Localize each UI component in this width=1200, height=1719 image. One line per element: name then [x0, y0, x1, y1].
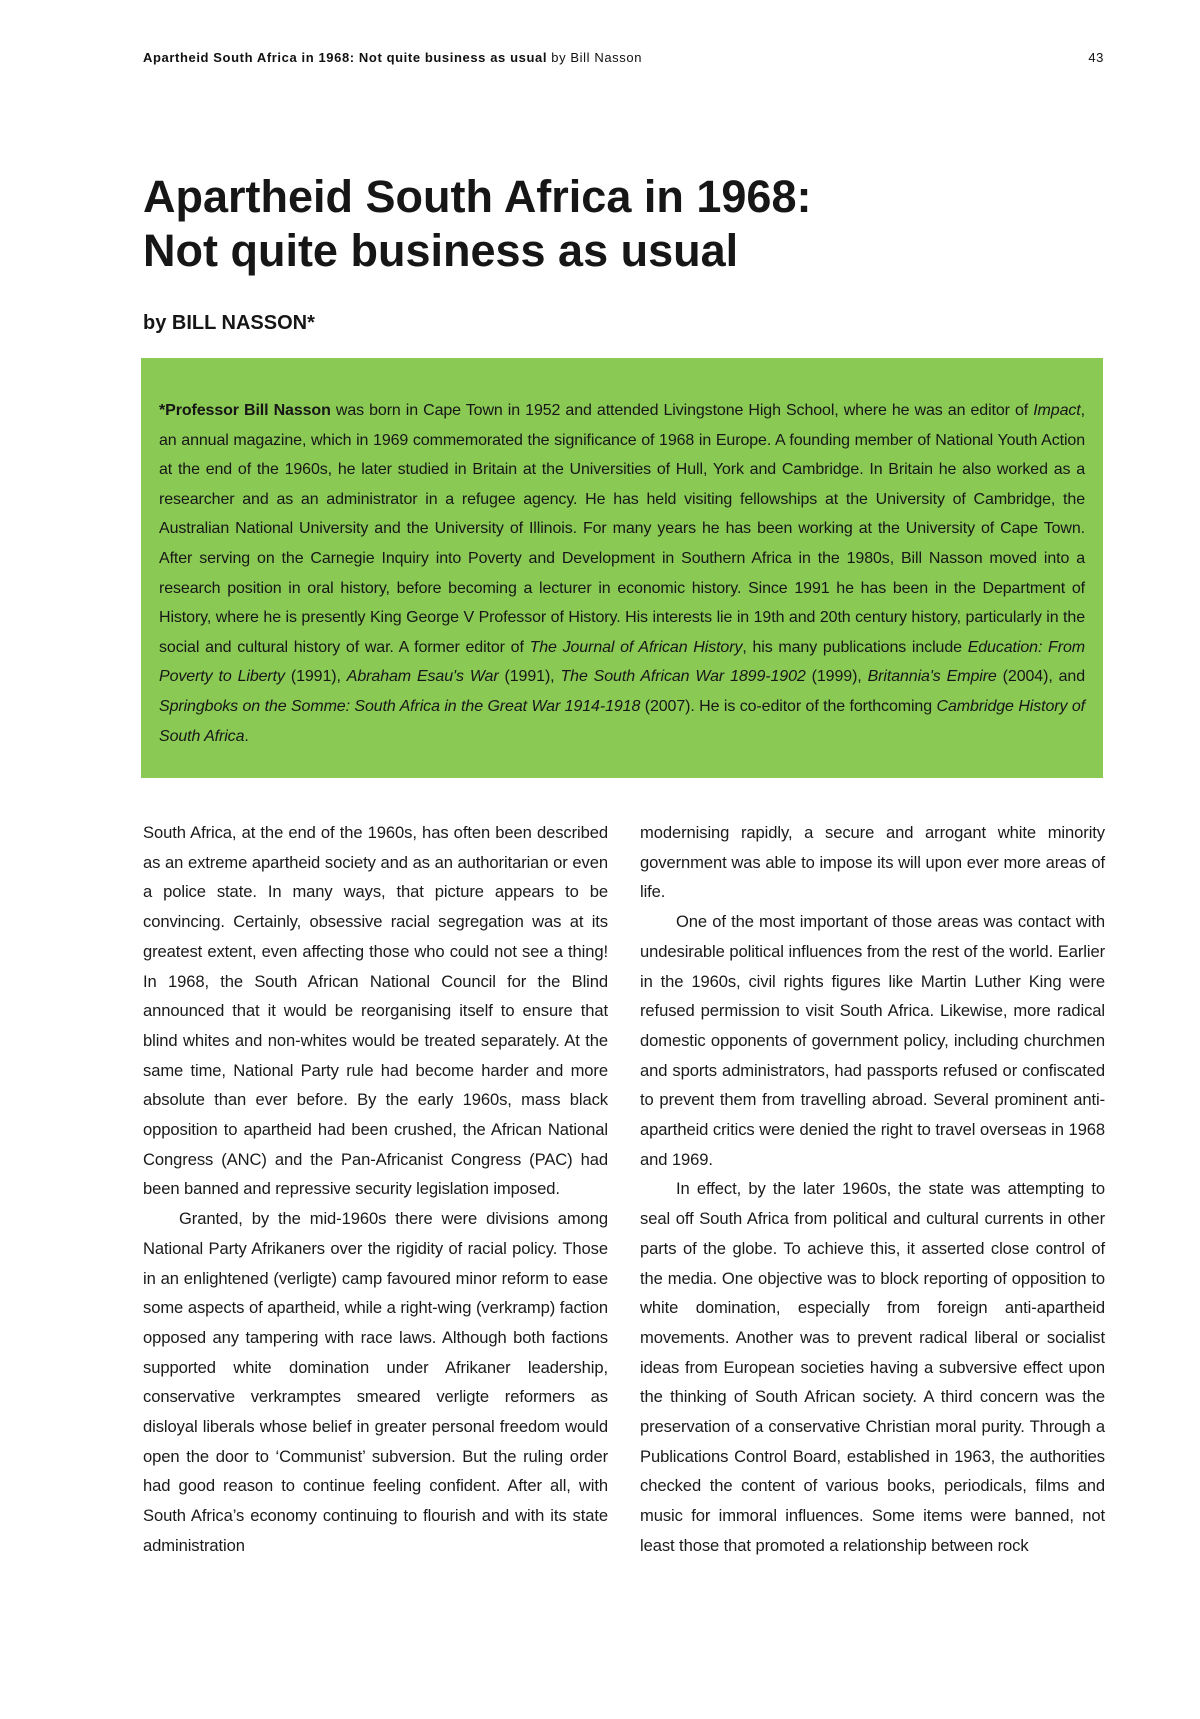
- bio-text-segment: was born in Cape Town in 1952 and attended Livingstone High School, where he was an editor of: [330, 402, 1034, 419]
- author-bio-box: [141, 358, 1103, 778]
- author-name: *Professor Bill Nasson: [159, 402, 331, 419]
- running-head: [143, 50, 1104, 65]
- bio-text-segment: (2007). He is co-editor of the forthcoming: [640, 697, 937, 715]
- bio-text-segment: , an annual magazine, which in 1969 commemorated the significance of 1968 in Europe. A founding member of National Youth Action at the end of the 1960s, he later studied in Britain at the Universities of Hull, York and Cambridge. In Britain he also worked as a researcher and as an administrator in a refugee agency. He has held visiting fellowships at the University of Cambridge, the Australian National University and the University of Illinois. For many years he has been working at the University of Cape Town. After serving on the Carnegie Inquiry into Poverty and Development in Southern Africa in the 1980s, Bill Nasson moved into a research position in oral history, before becoming a lecturer in economic history. Since 1991 he has been in the Department of History, where he is presently King George V Professor of History. His interests lie in 19th and 20th century history, particularly in the social and cultural history of war. A former editor of: [159, 402, 1085, 656]
- bio-italic-title: Impact: [1033, 402, 1081, 419]
- author-bio-text: [159, 396, 1085, 751]
- running-head-title: Apartheid South Africa in 1968: Not quite business as usual: [143, 50, 548, 65]
- bio-text-segment: (2004), and: [996, 668, 1086, 686]
- running-head-byline: by Bill Nasson: [551, 50, 643, 65]
- body-paragraph: In effect, by the later 1960s, the state was attempting to seal off South Africa from political and cultural currents in other parts of the globe. To achieve this, it asserted close control of the media. One objective was to block reporting of opposition to white domination, especially from foreign anti-apartheid movements. Another was to prevent radical liberal or socialist ideas from European societies having a subversive effect upon the thinking of South African society. A third concern was the preservation of a conservative Christian moral purity. Through a Publications Control Board, established in 1963, the authorities checked the content of various books, periodicals, films and music for immoral influences. Some items were banned, not least those that promoted a relationship between rock: [640, 1179, 1105, 1555]
- bio-text-segment: .: [244, 727, 249, 745]
- article-byline: by BILL NASSON*: [143, 312, 315, 334]
- bio-italic-title: Abraham Esau's War: [346, 668, 499, 686]
- bio-italic-title: Springboks on the Somme: South Africa in the Great War 1914-1918: [159, 697, 641, 715]
- bio-italic-title: The South African War 1899-1902: [560, 668, 806, 686]
- body-paragraph: modernising rapidly, a secure and arrogant white minority government was able to impose its will upon ever more areas of life.: [640, 823, 1105, 902]
- bio-italic-title: Cambridge History of South Africa: [159, 697, 1086, 745]
- body-paragraph: Granted, by the mid-1960s there were divisions among National Party Afrikaners over the rigidity of racial policy. Those in an enlightened (verligte) camp favoured minor reform to ease some aspects of apartheid, while a right-wing (verkramp) faction opposed any tampering with race laws. Although both factions supported white domination under Afrikaner leadership, conservative verkramptes smeared verligte reformers as disloyal liberals whose belief in greater personal freedom would open the door to ‘Communist’ subversion. But the ruling order had good reason to continue feeling confident. After all, with South Africa’s economy continuing to flourish and with its state administration: [143, 1209, 608, 1555]
- bio-text-segment: (1999),: [805, 668, 868, 686]
- bio-italic-title: The Journal of African History: [529, 638, 743, 656]
- bio-text-segment: , his many publications include: [742, 638, 968, 656]
- bio-italic-title: Education: From Poverty to Liberty: [159, 638, 1085, 686]
- bio-text-segment: (1991),: [498, 668, 561, 686]
- article-title-line-1: Apartheid South Africa in 1968:: [143, 171, 812, 222]
- running-head-text: [143, 50, 642, 65]
- body-columns: [143, 818, 1105, 1561]
- body-paragraph: South Africa, at the end of the 1960s, has often been described as an extreme apartheid society and as an authoritarian or even a police state. In many ways, that picture appears to be convincing. Certainly, obsessive racial segregation was at its greatest extent, even affecting those who could not see a thing! In 1968, the South African National Council for the Blind announced that it would be reorganising itself to ensure that blind whites and non-whites would be treated separately. At the same time, National Party rule had become harder and more absolute than ever before. By the early 1960s, mass black opposition to apartheid had been crushed, the African National Congress (ANC) and the Pan-Africanist Congress (PAC) had been banned and repressive security legislation imposed.: [143, 823, 608, 1199]
- bio-text-segment: (1991),: [284, 668, 347, 686]
- article-title: [143, 170, 1043, 278]
- bio-italic-title: Britannia's Empire: [867, 668, 997, 686]
- left-column: [143, 818, 608, 1561]
- right-column: [640, 818, 1105, 1561]
- page-number: 43: [1088, 50, 1104, 65]
- article-title-line-2: Not quite business as usual: [143, 225, 739, 276]
- body-paragraph: One of the most important of those areas was contact with undesirable political influences from the rest of the world. Earlier in the 1960s, civil rights figures like Martin Luther King were refused permission to visit South Africa. Likewise, more radical domestic opponents of government policy, including churchmen and sports administrators, had passports refused or confiscated to prevent them from travelling abroad. Several prominent anti-apartheid critics were denied the right to travel overseas in 1968 and 1969.: [640, 912, 1105, 1169]
